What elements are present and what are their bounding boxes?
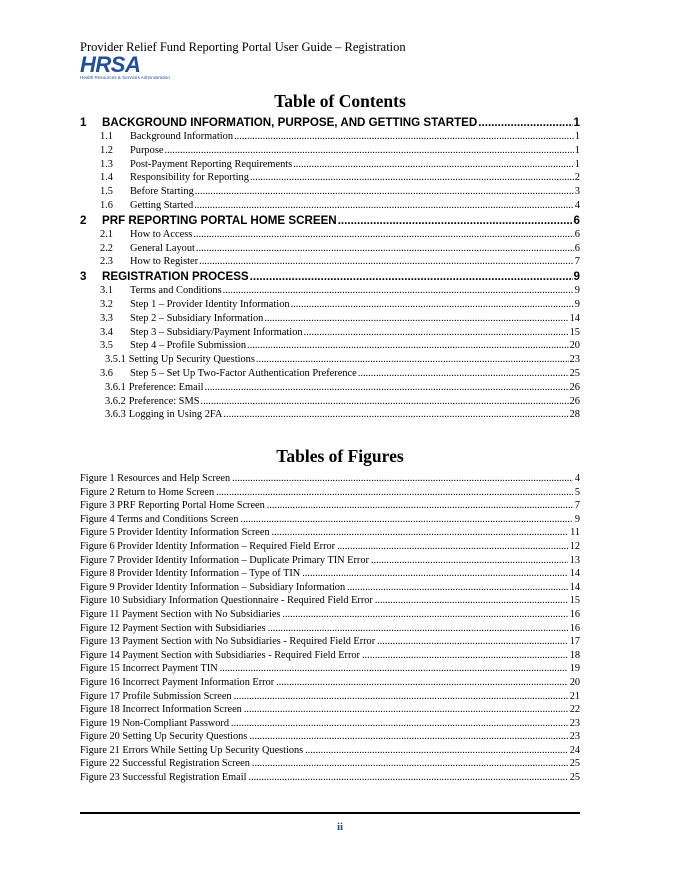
- toc-entry-title: Setting Up Security Questions: [128, 354, 255, 366]
- figure-entry[interactable]: [80, 636, 580, 650]
- figure-entry-title: Figure 21 Errors While Setting Up Security Questions: [80, 744, 304, 756]
- figure-entry-title: Figure 19 Non-Compliant Password: [80, 717, 230, 729]
- figure-entry-page: 5: [574, 486, 580, 498]
- figure-entry-title: Figure 7 Provider Identity Information – Duplicate Primary TIN Error: [80, 554, 369, 566]
- figure-entry[interactable]: [80, 623, 580, 637]
- figure-leader-dots: [248, 772, 567, 783]
- toc-leader-dots: [223, 409, 568, 420]
- figure-entry-page: 4: [574, 473, 580, 484]
- toc-entry-page: 1: [574, 144, 580, 156]
- figure-leader-dots: [282, 609, 567, 620]
- toc-entry-number: 3.5.1: [105, 354, 126, 366]
- toc-entry[interactable]: [80, 172, 580, 186]
- figure-entry-title: Figure 4 Terms and Conditions Screen: [80, 513, 239, 525]
- toc-entry-title: REGISTRATION PROCESS: [102, 270, 249, 284]
- toc-entry[interactable]: [80, 409, 580, 423]
- figure-entry[interactable]: [80, 609, 580, 623]
- toc-entry-title: Step 4 – Profile Submission: [130, 340, 247, 352]
- toc-leader-dots: [193, 229, 573, 240]
- figure-entry-title: Figure 2 Return to Home Screen: [80, 486, 215, 498]
- toc-entry[interactable]: [80, 116, 580, 131]
- toc-entry-page: 6: [574, 242, 580, 254]
- toc-entry-title: Step 1 – Provider Identity Information: [130, 298, 290, 310]
- toc-entry[interactable]: [80, 243, 580, 257]
- figure-entry[interactable]: [80, 514, 580, 528]
- document-header-title: Provider Relief Fund Reporting Portal User Guide – Registration: [80, 40, 406, 54]
- figure-leader-dots: [347, 582, 568, 593]
- figure-entry-page: 19: [569, 663, 580, 675]
- toc-leader-dots: [291, 299, 574, 310]
- toc-entry-page: 6: [574, 228, 580, 240]
- toc-entry-number: 3.6.2: [105, 395, 126, 407]
- toc-entry[interactable]: [80, 270, 580, 285]
- toc-entry-title: Post-Payment Reporting Requirements: [130, 158, 293, 170]
- toc-leader-dots: [304, 327, 569, 338]
- toc-entry-page: 6: [573, 213, 580, 227]
- toc-entry[interactable]: [80, 340, 580, 354]
- figure-leader-dots: [240, 514, 572, 525]
- toc-entry-number: 1: [80, 116, 87, 129]
- toc-entry[interactable]: [80, 313, 580, 327]
- toc-entry-page: 25: [569, 367, 580, 379]
- toc-entry-number: 3: [80, 270, 87, 284]
- toc-entry[interactable]: [80, 159, 580, 173]
- toc-leader-dots: [205, 382, 569, 393]
- toc-entry-title: Purpose: [130, 144, 164, 156]
- figure-entry-title: Figure 16 Incorrect Payment Information Error: [80, 676, 275, 688]
- figure-entry[interactable]: [80, 772, 580, 786]
- toc-entry-number: 1.6: [100, 199, 113, 211]
- figure-entry-page: 18: [569, 649, 580, 661]
- toc-entry-number: 2.1: [100, 228, 113, 240]
- toc-entry[interactable]: [80, 214, 580, 229]
- figure-leader-dots: [249, 731, 567, 742]
- toc-entry-number: 3.6: [100, 367, 113, 379]
- figure-leader-dots: [232, 473, 573, 484]
- toc-entry-title: How to Register: [130, 256, 199, 268]
- toc-entry-number: 2: [80, 213, 87, 227]
- figure-entry-title: Figure 20 Setting Up Security Questions: [80, 731, 248, 743]
- figure-entry[interactable]: [80, 568, 580, 582]
- toc-entry[interactable]: [80, 368, 580, 382]
- figure-entry[interactable]: [80, 663, 580, 677]
- figure-leader-dots: [305, 745, 568, 756]
- toc-entry[interactable]: [80, 145, 580, 159]
- table-of-figures: [80, 473, 580, 786]
- toc-entry[interactable]: [80, 382, 580, 396]
- toc-entry-page: 1: [573, 116, 580, 129]
- figure-entry-page: 7: [574, 500, 580, 512]
- toc-leader-dots: [223, 285, 574, 296]
- figure-entry-title: Figure 9 Provider Identity Information – Subsidiary Information: [80, 581, 346, 593]
- toc-entry-page: 7: [574, 256, 580, 268]
- toc-entry-title: Preference: Email: [128, 381, 204, 393]
- toc-entry-title: Logging in Using 2FA: [128, 409, 223, 421]
- figure-entry-title: Figure 11 Payment Section with No Subsidiaries: [80, 608, 281, 620]
- figure-entry-title: Figure 13 Payment Section with No Subsidiaries - Required Field Error: [80, 636, 376, 648]
- toc-leader-dots: [164, 145, 573, 156]
- toc-entry-page: 15: [569, 326, 580, 338]
- figure-entry-page: 13: [569, 554, 580, 566]
- figure-entry[interactable]: [80, 500, 580, 514]
- figure-entry[interactable]: [80, 718, 580, 732]
- toc-leader-dots: [200, 396, 568, 407]
- toc-entry-title: General Layout: [130, 242, 195, 254]
- toc-entry-title: Terms and Conditions: [130, 285, 222, 297]
- figure-leader-dots: [252, 758, 568, 769]
- toc-entry-title: Preference: SMS: [128, 395, 200, 407]
- toc-entry-page: 9: [574, 298, 580, 310]
- toc-entry-title: Responsibility for Reporting: [130, 172, 249, 184]
- figure-entry-page: 23: [569, 731, 580, 743]
- toc-entry-number: 3.4: [100, 326, 113, 338]
- figure-leader-dots: [234, 691, 568, 702]
- toc-entry-page: 20: [569, 340, 580, 352]
- toc-entry-page: 1: [574, 158, 580, 170]
- figure-entry[interactable]: [80, 691, 580, 705]
- toc-entry[interactable]: [80, 396, 580, 410]
- figure-entry[interactable]: [80, 487, 580, 501]
- figure-leader-dots: [216, 487, 573, 498]
- figure-entry[interactable]: [80, 527, 580, 541]
- toc-entry-page: 4: [574, 199, 580, 211]
- figure-leader-dots: [267, 500, 573, 511]
- toc-entry-page: 28: [569, 409, 580, 421]
- toc-leader-dots: [247, 340, 569, 351]
- figure-entry-title: Figure 10 Subsidiary Information Questionnaire - Required Field Error: [80, 595, 373, 607]
- figure-entry[interactable]: [80, 473, 580, 487]
- figure-leader-dots: [371, 555, 568, 566]
- toc-entry[interactable]: [80, 131, 580, 145]
- figure-entry-title: Figure 22 Successful Registration Screen: [80, 758, 250, 770]
- toc-leader-dots: [358, 368, 569, 379]
- figure-entry[interactable]: [80, 541, 580, 555]
- toc-entry-title: How to Access: [130, 228, 193, 240]
- figure-entry-title: Figure 12 Payment Section with Subsidiaries: [80, 622, 266, 634]
- hrsa-logo: [80, 52, 172, 83]
- figure-entry-title: Figure 8 Provider Identity Information – Type of TIN: [80, 568, 301, 580]
- table-of-contents: [80, 116, 580, 423]
- figure-leader-dots: [337, 541, 568, 552]
- figure-entry[interactable]: [80, 758, 580, 772]
- figure-entry[interactable]: [80, 555, 580, 569]
- figure-entry-page: 21: [569, 690, 580, 702]
- figure-entry[interactable]: [80, 650, 580, 664]
- toc-entry-number: 3.3: [100, 312, 113, 324]
- toc-entry-page: 3: [574, 186, 580, 198]
- figure-entry[interactable]: [80, 595, 580, 609]
- toc-entry-title: BACKGROUND INFORMATION, PURPOSE, AND GETTING STARTED: [102, 116, 478, 129]
- toc-entry-number: 3.6.3: [105, 409, 126, 421]
- figure-leader-dots: [272, 527, 568, 538]
- toc-leader-dots: [264, 313, 568, 324]
- toc-entry-number: 3.1: [100, 285, 113, 297]
- figure-entry-page: 22: [569, 704, 580, 716]
- figure-entry-page: 24: [569, 744, 580, 756]
- logo-mark: HRSA: [80, 52, 141, 77]
- toc-entry-number: 1.2: [100, 144, 113, 156]
- toc-entry[interactable]: [80, 354, 580, 368]
- figure-entry-page: 14: [569, 568, 580, 580]
- figure-entry-page: 20: [569, 676, 580, 688]
- figure-entry-page: 16: [569, 608, 580, 620]
- figure-entry-page: 12: [569, 540, 580, 552]
- page-number: ii: [336, 821, 344, 833]
- figure-entry-title: Figure 23 Successful Registration Email: [80, 772, 247, 784]
- figure-entry[interactable]: [80, 677, 580, 691]
- toc-entry-number: 3.5: [100, 340, 113, 352]
- toc-entry-number: 1.5: [100, 186, 113, 198]
- toc-leader-dots: [250, 270, 573, 283]
- toc-entry-number: 1.1: [100, 131, 113, 142]
- toc-entry-number: 3.2: [100, 298, 113, 310]
- figure-leader-dots: [375, 595, 568, 606]
- figure-entry-page: 15: [569, 595, 580, 607]
- toc-entry-title: Step 5 – Set Up Two-Factor Authentication Preference: [130, 367, 357, 379]
- toc-entry[interactable]: [80, 285, 580, 299]
- toc-entry[interactable]: [80, 299, 580, 313]
- figure-entry[interactable]: [80, 731, 580, 745]
- figure-entry-title: Figure 6 Provider Identity Information – Required Field Error: [80, 540, 336, 552]
- toc-entry-page: 2: [574, 172, 580, 184]
- tof-heading: Tables of Figures: [276, 446, 404, 466]
- toc-entry[interactable]: [80, 256, 580, 270]
- figure-entry-page: 9: [574, 513, 580, 525]
- toc-heading: Table of Contents: [274, 91, 406, 111]
- toc-entry-page: 14: [569, 312, 580, 324]
- figure-entry-title: Figure 15 Incorrect Payment TIN: [80, 663, 218, 675]
- toc-entry-page: 26: [569, 395, 580, 407]
- toc-entry-page: 23: [569, 354, 580, 366]
- figure-leader-dots: [268, 623, 568, 634]
- toc-entry[interactable]: [80, 186, 580, 200]
- figure-entry-page: 14: [569, 581, 580, 593]
- toc-leader-dots: [194, 200, 574, 211]
- figure-entry-title: Figure 17 Profile Submission Screen: [80, 690, 232, 702]
- figure-entry-title: Figure 14 Payment Section with Subsidiaries - Required Field Error: [80, 649, 360, 661]
- toc-leader-dots: [256, 354, 569, 365]
- toc-leader-dots: [199, 256, 574, 267]
- toc-entry-title: Background Information: [130, 131, 234, 142]
- figure-leader-dots: [302, 568, 567, 579]
- toc-entry-number: 2.2: [100, 242, 113, 254]
- toc-entry-number: 3.6.1: [105, 381, 126, 393]
- toc-entry-page: 26: [569, 381, 580, 393]
- figure-leader-dots: [220, 663, 568, 674]
- toc-leader-dots: [195, 186, 574, 197]
- toc-leader-dots: [293, 159, 574, 170]
- figure-entry-title: Figure 1 Resources and Help Screen: [80, 473, 231, 484]
- toc-leader-dots: [234, 131, 574, 142]
- toc-entry[interactable]: [80, 327, 580, 341]
- figure-entry[interactable]: [80, 704, 580, 718]
- figure-entry-title: Figure 3 PRF Reporting Portal Home Screen: [80, 500, 265, 512]
- toc-entry-number: 2.3: [100, 256, 113, 268]
- toc-entry-number: 1.4: [100, 172, 113, 184]
- toc-entry-number: 1.3: [100, 158, 113, 170]
- toc-leader-dots: [478, 116, 572, 129]
- figure-entry-page: 25: [569, 758, 580, 770]
- toc-entry-title: PRF REPORTING PORTAL HOME SCREEN: [102, 213, 337, 227]
- toc-entry-title: Step 3 – Subsidiary/Payment Information: [130, 326, 303, 338]
- toc-entry-title: Step 2 – Subsidiary Information: [130, 312, 264, 324]
- logo-subtitle: Health Resources & Services Administration: [80, 75, 170, 80]
- figure-entry-title: Figure 5 Provider Identity Information Screen: [80, 527, 270, 539]
- figure-leader-dots: [244, 704, 568, 715]
- toc-entry[interactable]: [80, 200, 580, 214]
- figure-entry-title: Figure 18 Incorrect Information Screen: [80, 704, 242, 716]
- figure-leader-dots: [362, 650, 568, 661]
- toc-entry[interactable]: [80, 229, 580, 243]
- toc-leader-dots: [196, 243, 574, 254]
- toc-entry-page: 1: [574, 131, 580, 142]
- toc-entry-title: Getting Started: [130, 199, 194, 211]
- footer-rule: [80, 812, 580, 814]
- toc-leader-dots: [250, 172, 574, 183]
- figure-entry-page: 25: [569, 772, 580, 784]
- figure-entry-page: 11: [570, 527, 580, 539]
- toc-entry-page: 9: [574, 285, 580, 297]
- figure-leader-dots: [231, 718, 568, 729]
- figure-leader-dots: [276, 677, 568, 688]
- figure-entry[interactable]: [80, 582, 580, 596]
- figure-entry-page: 23: [569, 717, 580, 729]
- toc-entry-title: Before Starting: [130, 186, 194, 198]
- figure-leader-dots: [377, 636, 568, 647]
- toc-entry-page: 9: [573, 270, 580, 284]
- figure-entry-page: 16: [569, 622, 580, 634]
- figure-entry-page: 17: [569, 636, 580, 648]
- figure-entry[interactable]: [80, 745, 580, 759]
- toc-leader-dots: [338, 214, 573, 227]
